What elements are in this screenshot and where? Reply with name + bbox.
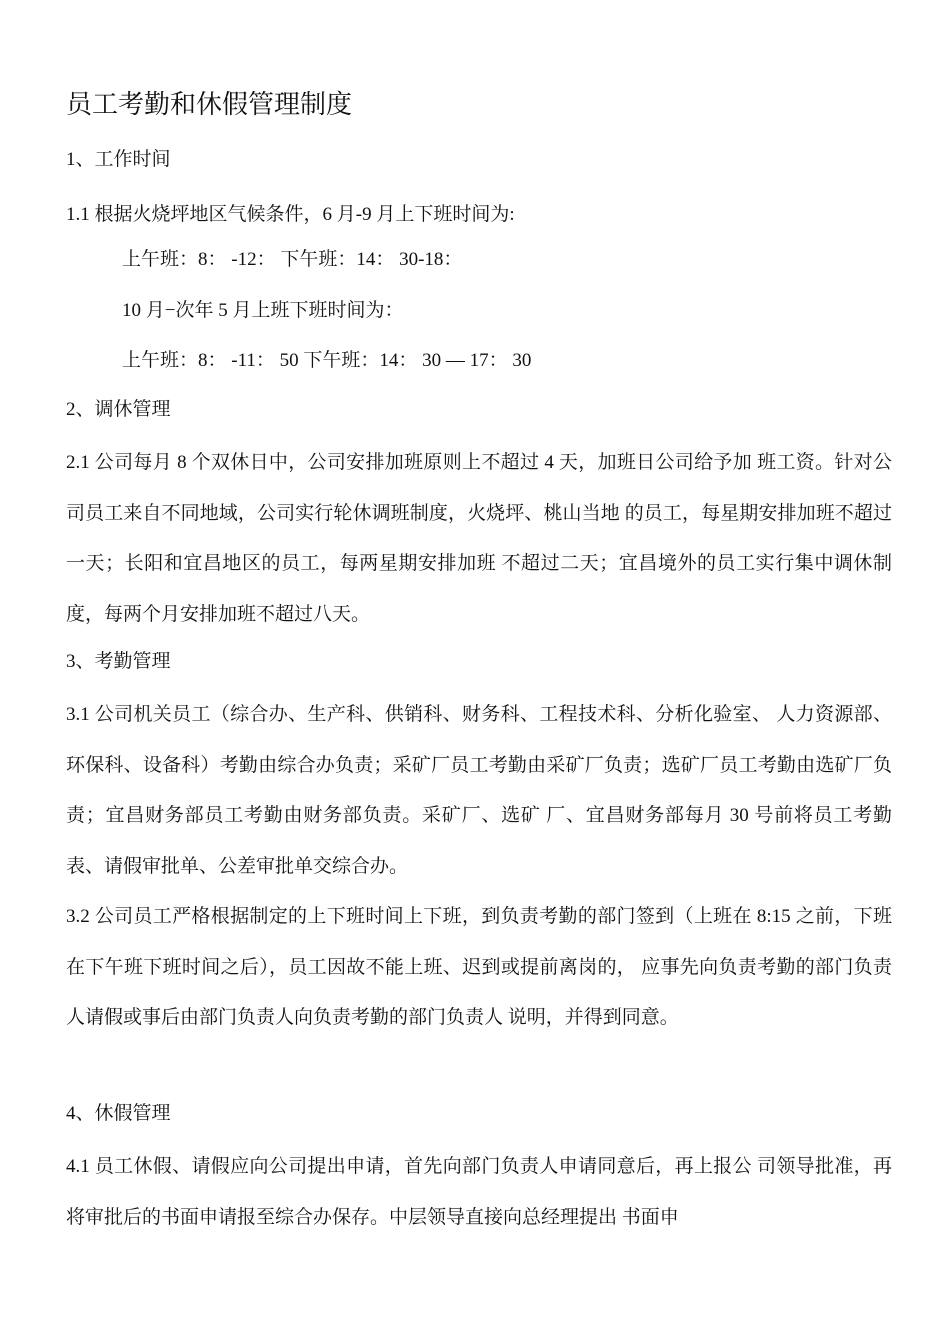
clause-3-1: 3.1 公司机关员工（综合办、生产科、供销科、财务科、工程技术科、分析化验室、 人力资源部、环保科、设备科）考勤由综合办负责；采矿厂员工考勤由采矿厂负责；选矿厂员工考勤由选矿厂负责；宜昌财务部员工考勤由财务部负责。采矿厂、选矿 厂、宜昌财务部每月 30 号前将员工考勤表、请假审批单、公差审批单交综合办。 (66, 704, 892, 877)
clause-2-1: 2.1 公司每月 8 个双休日中，公司安排加班原则上不超过 4 天，加班日公司给予加 班工资。针对公司员工来自不同地域，公司实行轮休调班制度，火烧坪、桃山当地 的员工，每星期安排加班不超过一天；长阳和宜昌地区的员工，每两星期安排加班 不超过二天；宜昌境外的员工实行集中调休制度，每两个月安排加班不超过八天。 (66, 452, 892, 625)
winter-hours: 上午班：8： -11： 50 下午班：14： 30 — 17： 30 (122, 350, 532, 371)
clause-1-1: 1.1 根据火烧坪地区气候条件，6 月-9 月上下班时间为: (66, 204, 515, 225)
clause-3-2: 3.2 公司员工严格根据制定的上下班时间上下班，到负责考勤的部门签到（上班在 8:15 之前，下班在下午班下班时间之后），员工因故不能上班、迟到或提前离岗的， 应事先向负责考勤的部门负责人请假或事后由部门负责人向负责考勤的部门负责人 说明，并得到同意。 (66, 906, 892, 1028)
clause-4-1: 4.1 员工休假、请假应向公司提出申请，首先向部门负责人申请同意后，再上报公 司领导批准，再将审批后的书面申请报至综合办保存。中层领导直接向总经理提出 书面申 (66, 1156, 892, 1228)
section-1-heading: 1、工作时间 (66, 149, 171, 170)
section-4-heading: 4、休假管理 (66, 1103, 171, 1124)
document-title: 员工考勤和休假管理制度 (66, 90, 353, 119)
winter-hours-intro: 10 月−次年 5 月上班下班时间为： (122, 300, 404, 321)
section-2-heading: 2、调休管理 (66, 399, 171, 420)
section-3-heading: 3、考勤管理 (66, 651, 171, 672)
summer-hours: 上午班：8： -12： 下午班：14： 30-18： (122, 249, 463, 270)
